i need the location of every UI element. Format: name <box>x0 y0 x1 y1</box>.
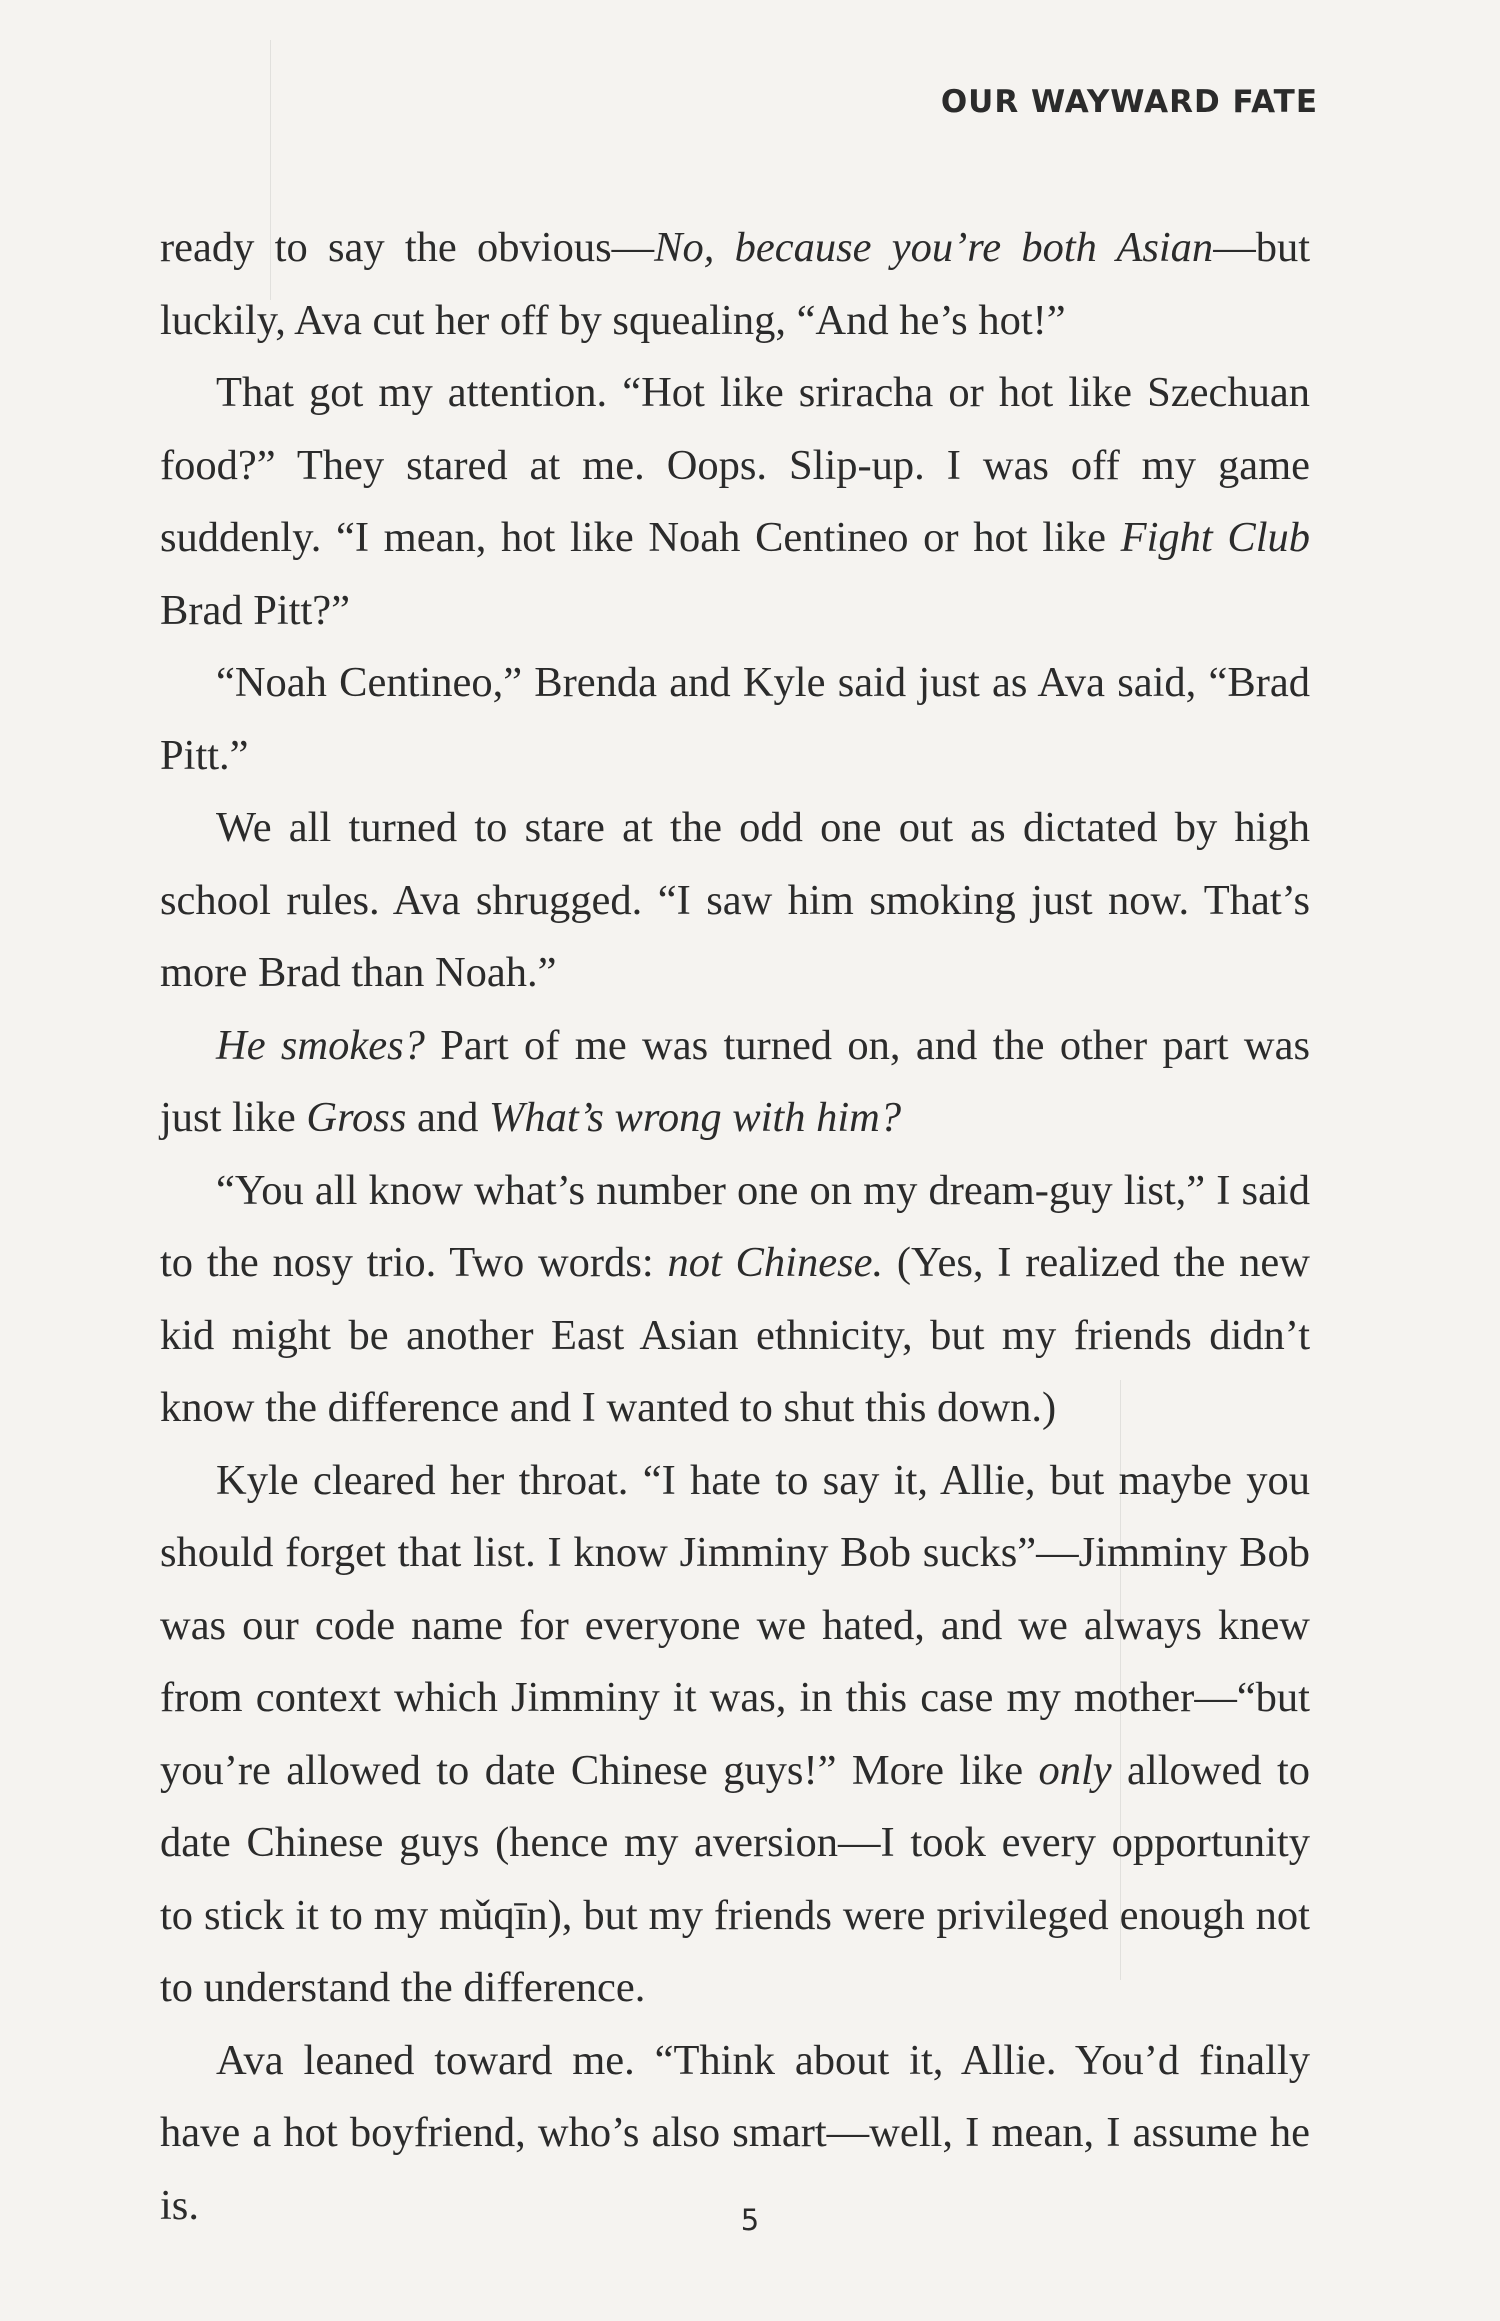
text-run: ready to say the obvious— <box>160 224 655 271</box>
paragraph <box>160 212 1310 357</box>
text-run: “Noah Centineo,” Brenda and Kyle said just as Ava said, “Brad Pitt.” <box>160 659 1310 779</box>
italic-text: not Chinese. <box>667 1239 884 1286</box>
text-run: allowed to date Chinese guys (hence my aversion—I took every opportunity to stick it to my mǔqīn), but my friends were privileged enough not to understand the difference. <box>160 1746 1311 2011</box>
italic-text: No, because you’re both Asian <box>654 224 1214 271</box>
text-run: That got my attention. “Hot like sriracha or hot like Szechuan food?” They stared at me. Oops. Slip-up. I was off my game suddenly. “I mean, hot like Noah Centineo or hot like <box>160 369 1310 561</box>
paragraph <box>160 647 1310 792</box>
paragraph <box>160 792 1310 1010</box>
paragraph <box>160 357 1310 647</box>
page-number: 5 <box>740 2203 760 2237</box>
text-run: —but luckily, Ava cut her off by squealing, “And he’s hot!” <box>160 224 1310 344</box>
italic-text: only <box>1038 1746 1112 1794</box>
text-run: (Yes, I realized the new kid might be another East Asian ethnicity, but my friends didn’t know the difference and I wanted to shut this down.) <box>160 1239 1310 1431</box>
body-text <box>160 212 1310 2242</box>
text-run: Brad Pitt?” <box>160 586 351 634</box>
paragraph <box>160 1155 1310 1445</box>
italic-text: What’s wrong with him? <box>489 1094 902 1141</box>
running-head: OUR WAYWARD FATE <box>940 84 1318 120</box>
italic-text: Gross <box>306 1094 407 1141</box>
text-run: “You all know what’s number one on my dream-guy list,” I said to the nosy trio. Two words: <box>160 1166 1310 1286</box>
paragraph <box>160 1445 1310 2025</box>
text-run: Part of me was turned on, and the other part was just like <box>160 1021 1311 1141</box>
text-run: Ava leaned toward me. “Think about it, Allie. You’d finally have a hot boyfriend, who’s also smart—well, I mean, I assume he is. <box>160 2036 1310 2229</box>
text-run: Kyle cleared her throat. “I hate to say it, Allie, but maybe you should forget that list. I know Jimminy Bob sucks”—Jimminy Bob was our code name for everyone we hated, and we always knew from context which Jimminy it was, in this case my mother—“but you’re allowed to date Chinese guys!” More like <box>160 1456 1310 1794</box>
text-run: and <box>406 1094 489 1141</box>
italic-text: Fight Club <box>1120 514 1311 561</box>
paragraph <box>160 1010 1310 1155</box>
italic-text: He smokes? <box>216 1021 425 1069</box>
text-run: We all turned to stare at the odd one out as dictated by high school rules. Ava shrugged. “I saw him smoking just now. That’s more Brad than Noah.” <box>160 804 1310 996</box>
